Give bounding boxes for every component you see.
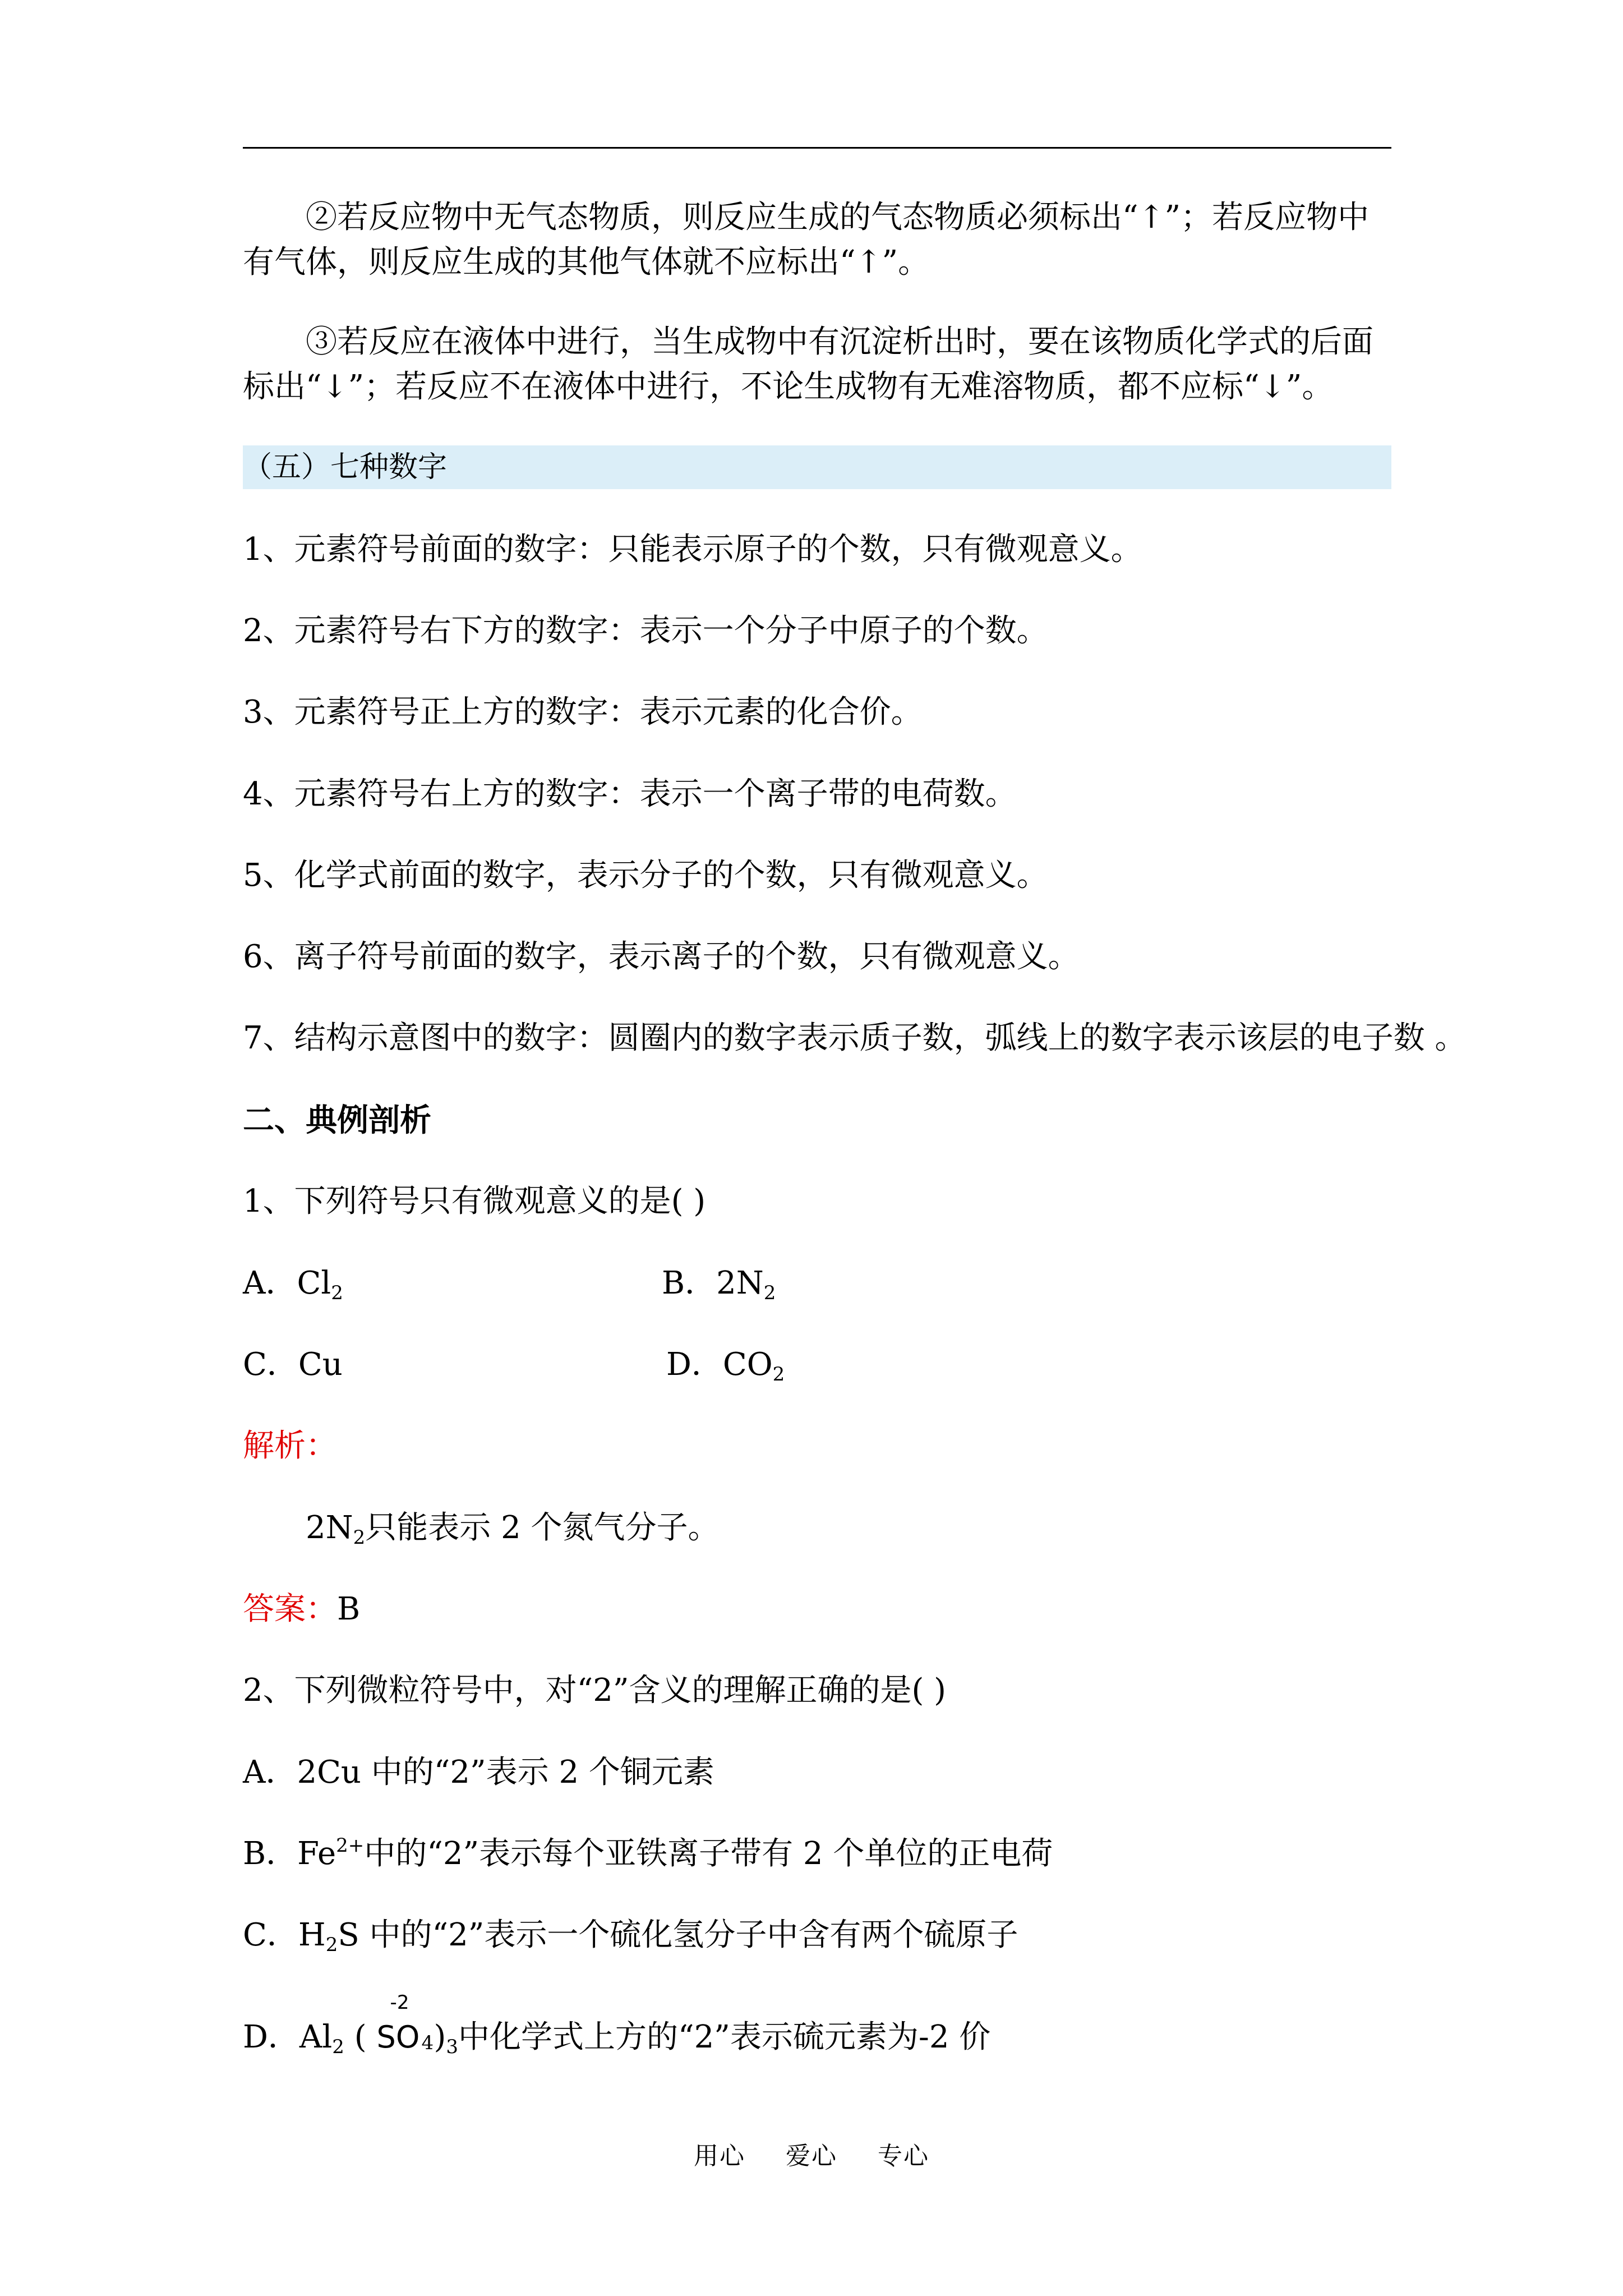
question-2-stem: 2、下列微粒符号中，对“2”含义的理解正确的是( ) (243, 1672, 947, 1709)
answer-line (243, 1587, 360, 1632)
footer-text: 用心 (694, 2142, 745, 2170)
list-item: 5、化学式前面的数字，表示分子的个数，只有微观意义。 (243, 857, 1048, 894)
question-2-option-a: A．2Cu 中的“2”表示 2 个铜元素 (243, 1754, 714, 1791)
footer-text: 爱心 (786, 2142, 837, 2170)
question-1-stem: 1、下列符号只有微观意义的是( ) (243, 1183, 706, 1220)
rule-item-2: ②若反应物中无气态物质，则反应生成的气态物质必须标出“↑”；若反应物中有气体，则反应生成的其他气体就不应标出“↑”。 (243, 199, 1370, 280)
footer-text: 专心 (878, 2142, 929, 2170)
list-item: 3、元素符号正上方的数字：表示元素的化合价。 (243, 694, 923, 730)
list-item: 7、结构示意图中的数字：圆圈内的数字表示质子数，弧线上的数字表示该层的电子数 。 (243, 1020, 1467, 1056)
header-rule (243, 147, 1391, 149)
answer-value: B (337, 1591, 361, 1627)
rule-item-3: ③若反应在液体中进行，当生成物中有沉淀析出时，要在该物质化学式的后面标出“↓”；若反应不在液体中进行，不论生成物有无难溶物质，都不应标“↓”。 (243, 324, 1373, 405)
list-item: 4、元素符号右上方的数字：表示一个离子带的电荷数。 (243, 776, 1017, 812)
question-2-option-b: B．$Fe^{2+}$中的“2”表示每个亚铁离子带有 2 个单位的正电荷 (243, 1834, 1053, 1872)
analysis-label: 解析： (243, 1428, 337, 1464)
question-1-option-b: B．$2N_2$ (662, 1265, 776, 1304)
question-1-option-d: D．$CO_2$ (666, 1346, 785, 1386)
list-item: 2、元素符号右下方的数字：表示一个分子中原子的个数。 (243, 613, 1048, 649)
list-item: 6、离子符号前面的数字，表示离子的个数，只有微观意义。 (243, 938, 1080, 975)
sulfate-valence-formula: -2 SO 4 (376, 1991, 434, 2055)
section-heading: （五）七种数字 (243, 450, 448, 484)
question-1-option-c: C．Cu (243, 1346, 343, 1383)
question-2-option-d: D．$Al_2$ ( -2 SO 4 )$_3$中化学式上方的“2”表示硫元素为-2 价 (243, 2015, 990, 2060)
page-footer (0, 2139, 1623, 2173)
section-title-examples: 二、典例剖析 (243, 1102, 431, 1139)
answer-label: 答案： (243, 1591, 337, 1627)
question-2-option-c: C．$H_2S$ 中的“2”表示一个硫化氢分子中含有两个硫原子 (243, 1917, 1018, 1956)
analysis-text: $2N_2$只能表示 2 个氮气分子。 (306, 1510, 720, 1549)
section-heading-bar (243, 445, 1391, 489)
question-1-option-a: A．$Cl_2$ (243, 1265, 343, 1304)
list-item: 1、元素符号前面的数字：只能表示原子的个数，只有微观意义。 (243, 531, 1142, 568)
